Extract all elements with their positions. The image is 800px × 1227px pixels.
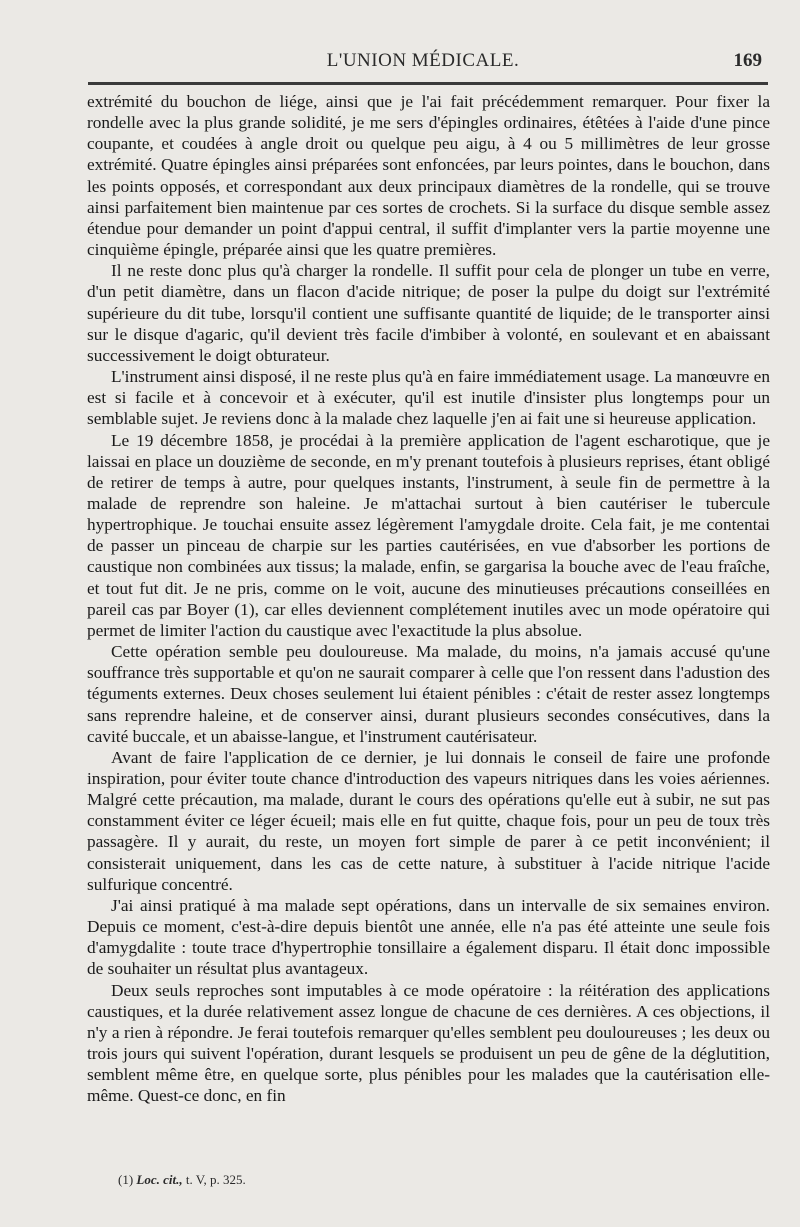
paragraph: Le 19 décembre 1858, je procédai à la première application de l'agent escharotique, que je laissai en place un douzième de seconde, en m'y prenant toutefois à plusieurs reprises, étant obligé de retirer de temps à autre, pour quelques instants, l'instrument, à seule fin de permettre à la malade de reprendre son haleine. Je m'attachai surtout à bien cautériser le tubercule hypertrophique. Je touchai ensuite assez légèrement l'amygdale droite. Cela fait, je me contentai de passer un pinceau de charpie sur les parties cautérisées, en vue d'absorber les portions de caustique non combinées aux tissus; la malade, enfin, se gargarisa la bouche avec de l'eau fraîche, et tout fut dit. Je ne pris, comme on le voit, aucune des minutieuses précautions conseillées en pareil cas par Boyer (1), car elles deviennent complétement inutiles avec un mode opératoire qui permet de limiter l'action du caustique avec l'exactitude la plus absolue. xyxy=(87,430,770,640)
footnote-marker: (1) xyxy=(118,1172,134,1187)
page-header xyxy=(78,48,768,78)
body-text xyxy=(87,91,770,1107)
paragraph: extrémité du bouchon de liége, ainsi que je l'ai fait précédemment remarquer. Pour fixer la rondelle avec la plus grande solidité, je me sers d'épingles ordinaires, étêtées à l'aide d'une pince coupante, et coudées à angle droit ou quelque peu aigu, à 4 ou 5 millimètres de leur grosse extrémité. Quatre épingles ainsi préparées sont enfoncées, par leurs pointes, dans le bouchon, dans les points opposés, et correspondant aux deux principaux diamètres de la rondelle, qui se trouve ainsi parfaitement bien maintenue par ces sortes de crochets. Si la surface du disque semble assez étendue pour demander un point d'appui central, il suffit d'implanter vers la partie moyenne une cinquième épingle, préparée ainsi que les quatre premières. xyxy=(87,92,770,260)
page-number: 169 xyxy=(733,50,762,71)
paragraph: J'ai ainsi pratiqué à ma malade sept opérations, dans un intervalle de six semaines environ. Depuis ce moment, c'est-à-dire depuis bientôt une année, elle n'a pas été atteinte une seule fois d'amygdalite : toute trace d'hypertrophie tonsillaire a également disparu. Il était donc impossible de souhaiter un résultat plus avantageux. xyxy=(87,895,770,979)
paragraph: L'instrument ainsi disposé, il ne reste plus qu'à en faire immédiatement usage. La manœuvre en est si facile et à concevoir et à exécuter, qu'il est inutile d'insister plus longtemps pour un semblable sujet. Je reviens donc à la malade chez laquelle j'en ai fait une si heureuse application. xyxy=(87,367,770,429)
paragraph: Avant de faire l'application de ce dernier, je lui donnais le conseil de faire une profonde inspiration, pour éviter toute chance d'introduction des vapeurs nitriques dans les voies aériennes. Malgré cette précaution, ma malade, durant le cours des opérations qu'elle eut à subir, ne sut pas constamment éviter ce léger écueil; mais elle en fut quitte, chaque fois, pour un peu de toux très passagère. Il y aurait, du reste, un moyen fort simple de parer à ce petit inconvénient; il consisterait uniquement, dans les cas de cette nature, à substituer à l'acide nitrique l'acide sulfurique concentré. xyxy=(87,747,770,894)
header-rule xyxy=(88,82,768,85)
paragraph: Deux seuls reproches sont imputables à ce mode opératoire : la réitération des applications caustiques, et la durée relativement assez longue de chacune de ces dernières. A ces objections, il n'y a rien à répondre. Je ferai toutefois remarquer qu'elles semblent peu douloureuses ; les deux ou trois jours qui suivent l'opération, durant lesquels se produisent un peu de gêne de la déglutition, semblent même être, en quelque sorte, plus pénibles pour les malades que la cautérisation elle-même. Quest-ce donc, en fin xyxy=(87,980,770,1106)
running-title: L'UNION MÉDICALE. xyxy=(326,50,520,71)
paragraph: Il ne reste donc plus qu'à charger la rondelle. Il suffit pour cela de plonger un tube en verre, d'un petit diamètre, dans un flacon d'acide nitrique; de poser la pulpe du doigt sur l'extrémité supérieure du dit tube, lorsqu'il contient une suffisante quantité de liquide; de le transporter ainsi sur le disque d'agaric, qu'il devient très facile d'imbiber à volonté, en soulevant et en abaissant successivement le doigt obturateur. xyxy=(87,261,770,365)
footnote-detail: t. V, p. 325. xyxy=(185,1172,246,1187)
footnote-reference: Loc. cit., xyxy=(136,1172,183,1187)
paragraph: Cette opération semble peu douloureuse. Ma malade, du moins, n'a jamais accusé qu'une souffrance très supportable et qu'on ne saurait comparer à celle que l'on ressent dans l'adustion des téguments externes. Deux choses seulement lui étaient pénibles : c'était de rester assez longtemps sans reprendre haleine, et de conserver ainsi, durant plusieurs secondes consécutives, dans la cavité buccale, et un abaisse-langue, et l'instrument cautérisateur. xyxy=(87,642,770,746)
footnote xyxy=(118,1172,246,1188)
